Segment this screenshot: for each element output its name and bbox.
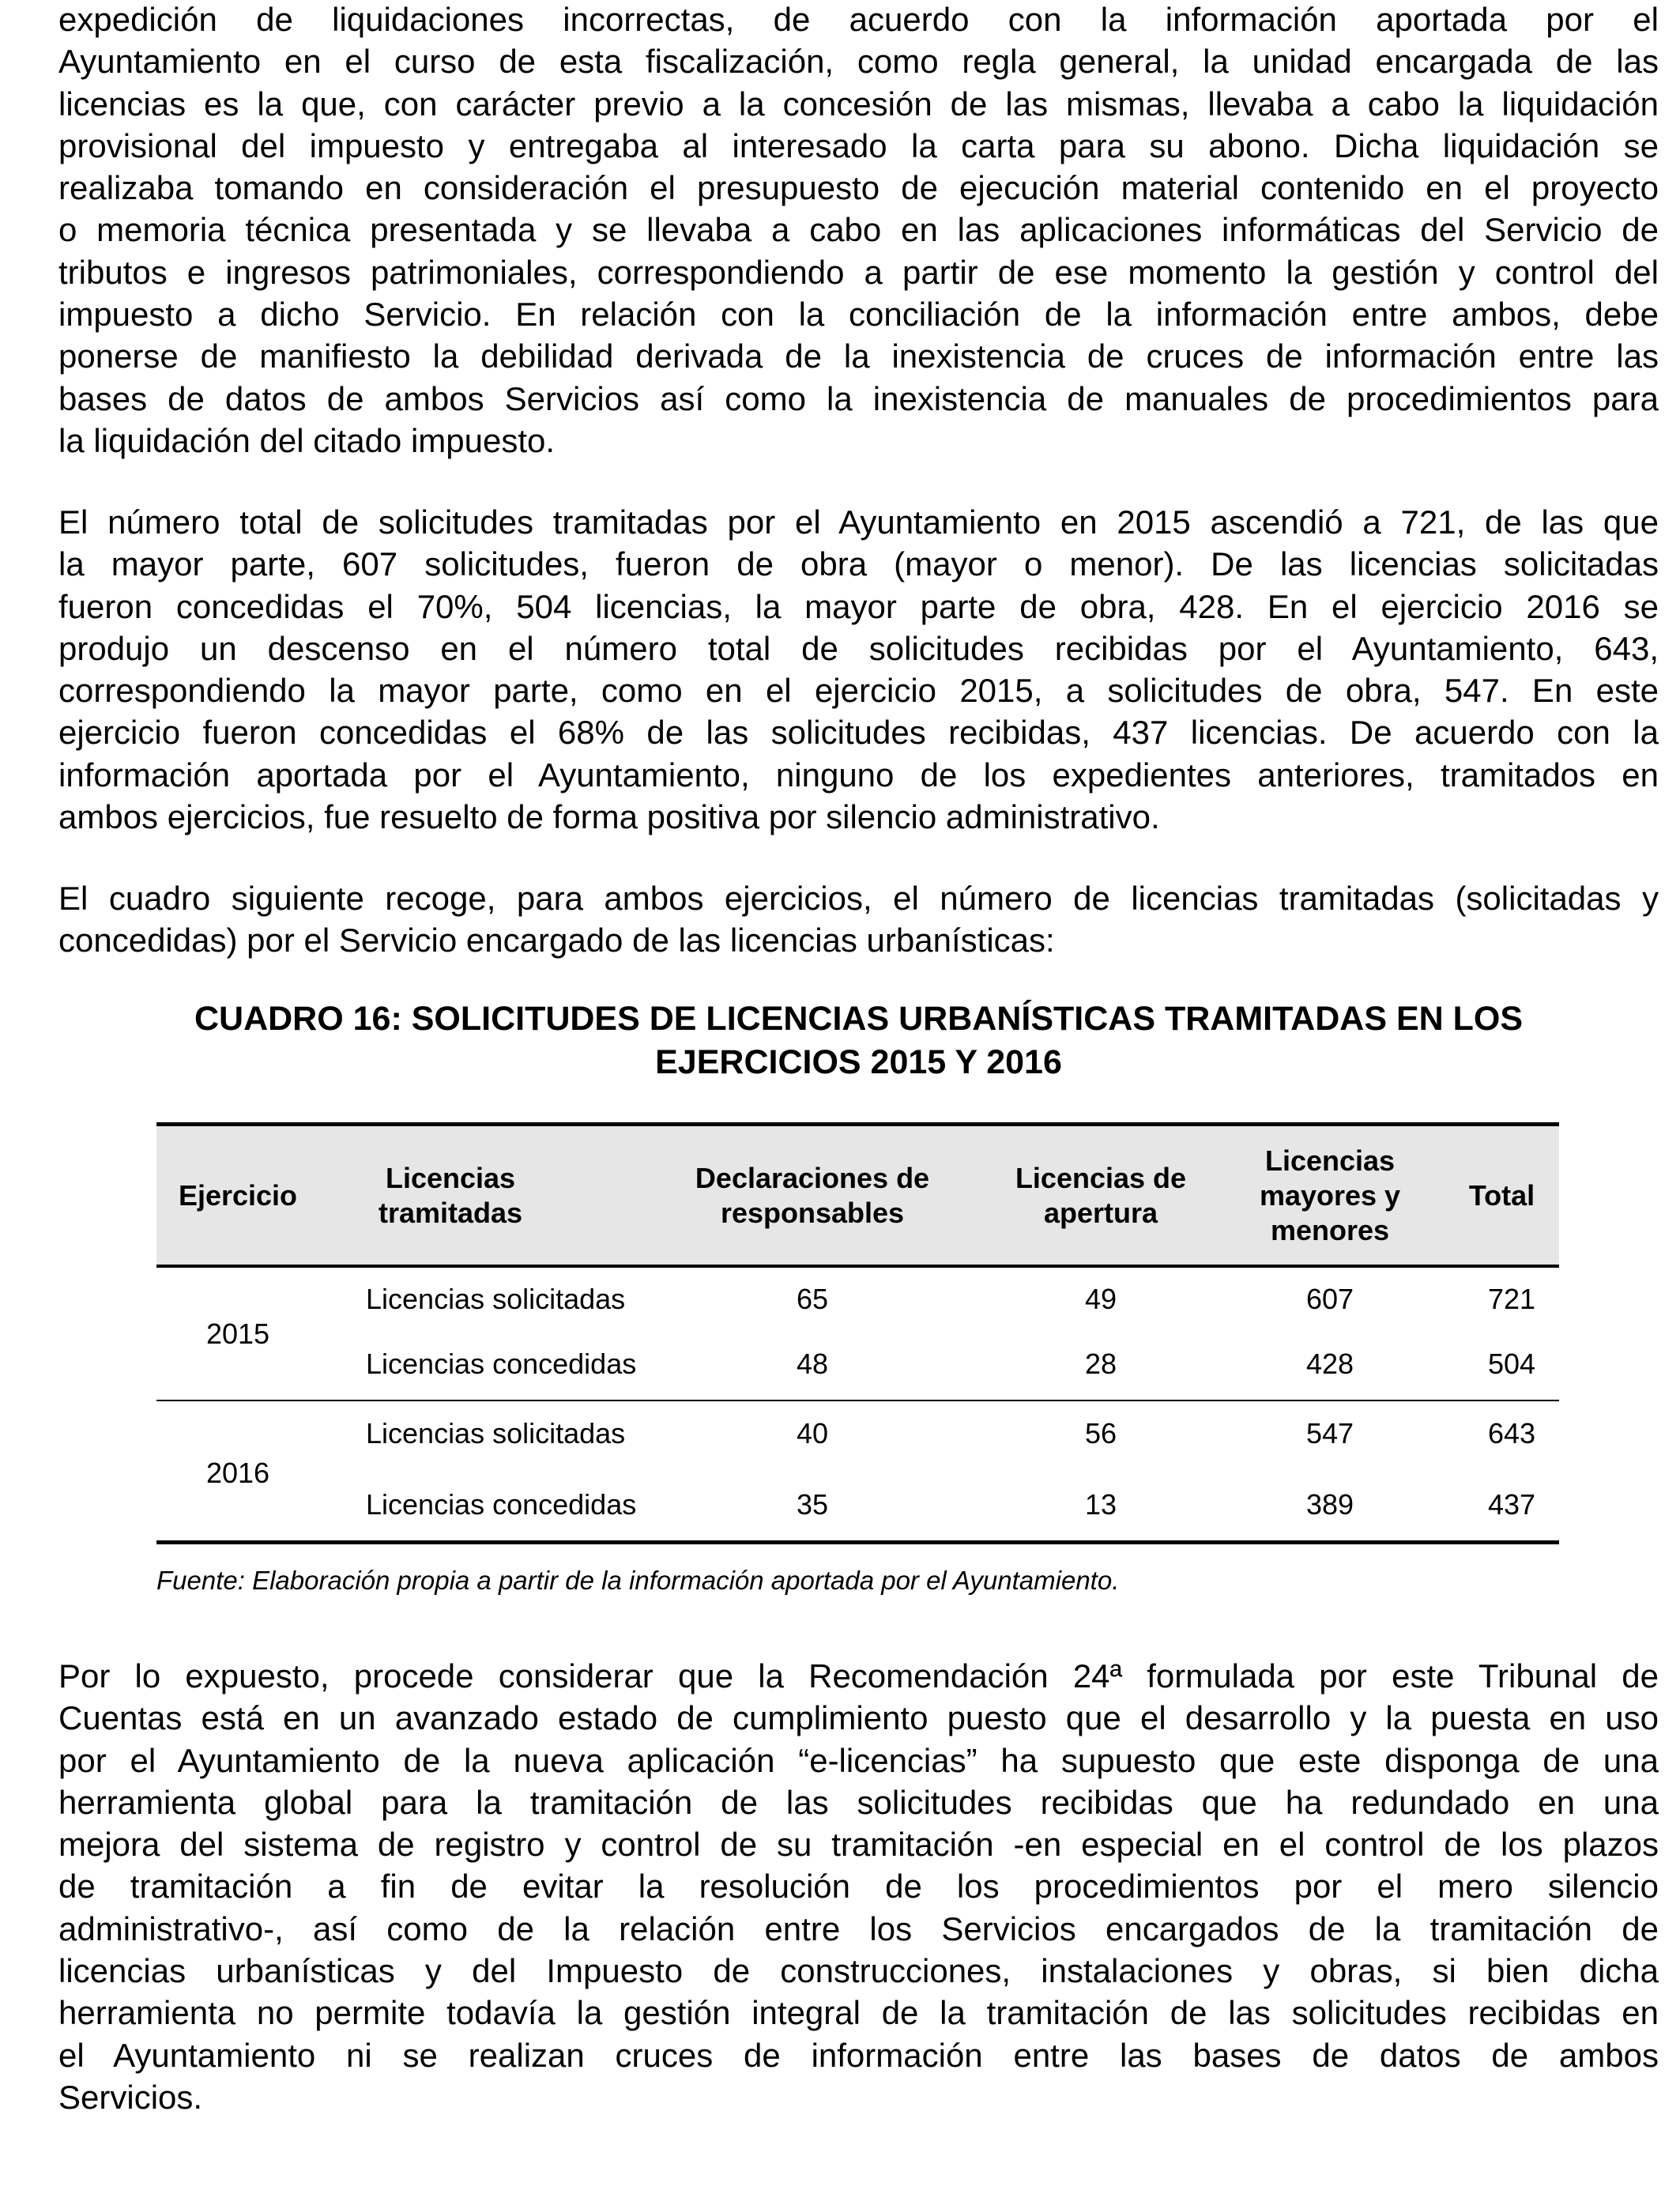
text-line: de tramitación a fin de evitar la resolución de los procedimientos por el mero silencio [58,1868,1659,1906]
cell-apertura: 13 [1084,1488,1117,1521]
text-line: tributos e ingresos patrimoniales, correspondiendo a partir de ese momento la gestión y control del [58,253,1659,291]
header-ejercicio: Ejercicio [178,1178,298,1212]
table-rule [156,1265,1559,1268]
text-line: El cuadro siguiente recoge, para ambos ejercicios, el número de licencias tramitadas (solicitadas y [58,880,1659,917]
cell-declaraciones: 65 [796,1283,829,1315]
text-line: o memoria técnica presentada y se llevaba a cabo en las aplicaciones informáticas del Servicio de [58,211,1659,249]
text-line: realizaba tomando en consideración el presupuesto de ejecución material contenido en el proyecto [58,169,1659,207]
text-line: Cuentas está en un avanzado estado de cumplimiento puesto que el desarrollo y la puesta en uso [58,1699,1659,1737]
licencias-table [156,1122,1559,1544]
text-line: expedición de liquidaciones incorrectas, de acuerdo con la información aportada por el [58,1,1659,38]
table-rule [156,1400,1559,1401]
cell-apertura: 49 [1084,1283,1117,1315]
text-line: el Ayuntamiento ni se realizan cruces de información entre las bases de datos de ambos [58,2036,1659,2074]
text-line: provisional del impuesto y entregaba al interesado la carta para su abono. Dicha liquidación se [58,126,1659,164]
cell-total: 437 [1487,1488,1536,1521]
cell-apertura: 28 [1084,1348,1117,1380]
cell-total: 643 [1487,1417,1536,1449]
header-licencias-tramitadas: Licencias tramitadas [378,1161,523,1229]
text-line: la mayor parte, 607 solicitudes, fueron de obra (mayor o menor). De las licencias solicitadas [58,545,1659,583]
text-line: ejercicio fueron concedidas el 68% de las solicitudes recibidas, 437 licencias. De acuerdo con la [58,714,1659,752]
text-line: El número total de solicitudes tramitadas por el Ayuntamiento en 2015 ascendió a 721, de las que [58,503,1659,541]
table-rule [156,1540,1559,1544]
header-total: Total [1468,1178,1535,1212]
cell-declaraciones: 40 [796,1417,829,1449]
text-line: bases de datos de ambos Servicios así como la inexistencia de manuales de procedimientos para [58,379,1659,417]
text-line: herramienta no permite todavía la gestión integral de la tramitación de las solicitudes recibidas en [58,1994,1659,2032]
header-declaraciones: Declaraciones de responsables [695,1161,930,1229]
text-line: fueron concedidas el 70%, 504 licencias, la mayor parte de obra, 428. En el ejercicio 2016 se [58,587,1659,625]
text-line: Servicios. [58,2078,203,2116]
year-cell: 2015 [205,1318,270,1350]
paragraph-intro-cuadro [58,877,1659,962]
cell-mayores-menores: 428 [1305,1348,1354,1380]
table-title-line: CUADRO 16: SOLICITUDES DE LICENCIAS URBANÍSTICAS TRAMITADAS EN LOS [194,1000,1524,1038]
table-title [58,997,1659,1084]
row-label: Licencias solicitadas [366,1417,626,1449]
table-title-line: EJERCICIOS 2015 Y 2016 [655,1043,1062,1081]
cell-mayores-menores: 389 [1305,1488,1354,1521]
text-line: administrativo-, así como de la relación entre los Servicios encargados de la tramitación de [58,1909,1659,1947]
header-mayores-menores: Licencias mayores y menores [1259,1144,1401,1246]
header-apertura: Licencias de apertura [1015,1161,1187,1229]
row-label: Licencias solicitadas [366,1283,626,1315]
text-line: Ayuntamiento en el curso de esta fiscalización, como regla general, la unidad encargada de las [58,43,1659,81]
text-line: concedidas) por el Servicio encargado de las licencias urbanísticas: [58,922,1055,959]
text-line: ponerse de manifiesto la debilidad derivada de la inexistencia de cruces de información entre las [58,337,1659,375]
row-label: Licencias concedidas [366,1348,637,1380]
text-line: herramienta global para la tramitación de las solicitudes recibidas que ha redundado en una [58,1783,1659,1821]
cell-total: 504 [1487,1348,1536,1380]
text-line: licencias es la que, con carácter previo a la concesión de las mismas, llevaba a cabo la liquidación [58,85,1659,123]
row-label: Licencias concedidas [366,1488,637,1521]
year-cell: 2016 [205,1457,270,1489]
cell-declaraciones: 48 [796,1348,829,1380]
cell-declaraciones: 35 [796,1488,829,1521]
text-line: por el Ayuntamiento de la nueva aplicación “e-licencias” ha supuesto que este disponga de una [58,1741,1659,1779]
text-line: mejora del sistema de registro y control de su tramitación -en especial en el control de los plazos [58,1826,1659,1864]
text-line: produjo un descenso en el número total de solicitudes recibidas por el Ayuntamiento, 643, [58,629,1659,667]
cell-total: 721 [1487,1283,1536,1315]
table-source-note: Fuente: Elaboración propia a partir de la información aportada por el Ayuntamiento. [156,1566,1120,1595]
text-line: Por lo expuesto, procede considerar que la Recomendación 24ª formulada por este Tribunal de [58,1657,1659,1695]
text-line: impuesto a dicho Servicio. En relación con la conciliación de la información entre ambos, debe [58,296,1659,334]
paragraph-liquidacion [58,0,1659,462]
text-line: información aportada por el Ayuntamiento, ninguno de los expedientes anteriores, tramitados en [58,756,1659,794]
text-line: la liquidación del citado impuesto. [58,421,556,459]
cell-mayores-menores: 547 [1305,1417,1354,1449]
text-line: correspondiendo la mayor parte, como en el ejercicio 2015, a solicitudes de obra, 547. En este [58,672,1659,710]
text-line: ambos ejercicios, fue resuelto de forma positiva por silencio administrativo. [58,798,1160,836]
paragraph-conclusion [58,1655,1659,2118]
cell-mayores-menores: 607 [1305,1283,1354,1315]
text-line: licencias urbanísticas y del Impuesto de construcciones, instalaciones y obras, si bien dicha [58,1952,1659,1990]
paragraph-solicitudes [58,501,1659,838]
cell-apertura: 56 [1084,1417,1117,1449]
